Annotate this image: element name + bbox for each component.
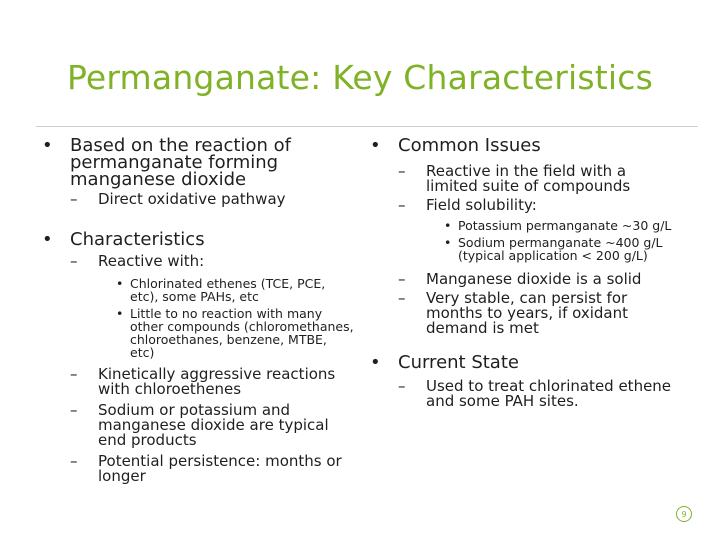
right-column xyxy=(362,137,682,409)
slide-title: Permanganate: Key Characteristics xyxy=(66,58,654,97)
bullet-characteristics: • Characteristics xyxy=(34,231,354,248)
sub-bullet-persistence: – Potential persistence: months or longer xyxy=(62,454,354,484)
sub-bullet-field-reactivity: – Reactive in the field with a limited suite of compounds xyxy=(390,164,682,194)
sub-bullet-end-products: – Sodium or potassium and manganese dioxide are typical end products xyxy=(62,403,354,448)
sub-bullet-reactive-with: – Reactive with: xyxy=(62,254,354,269)
item-little-reaction: • Little to no reaction with many other compounds (chloromethanes, chloroethanes, benzene, MTBE, etc) xyxy=(116,307,354,359)
item-sodium-permanganate: • Sodium permanganate ~400 g/L (typical application < 200 g/L) xyxy=(444,236,682,262)
left-column xyxy=(34,137,354,484)
sub-bullet-current-use: – Used to treat chlorinated ethene and some PAH sites. xyxy=(390,379,682,409)
item-chlorinated-ethenes: • Chlorinated ethenes (TCE, PCE, etc), some PAHs, etc xyxy=(116,277,354,303)
item-potassium-permanganate: • Potassium permanganate ~30 g/L xyxy=(444,219,682,232)
sub-bullet-field-solubility: – Field solubility: xyxy=(390,198,682,213)
sub-bullet-stability: – Very stable, can persist for months to years, if oxidant demand is met xyxy=(390,291,682,336)
sub-bullet-kinetics: – Kinetically aggressive reactions with chloroethenes xyxy=(62,367,354,397)
bullet-common-issues: • Common Issues xyxy=(362,137,682,154)
page-number-badge: 9 xyxy=(676,506,692,522)
bullet-current-state: • Current State xyxy=(362,354,682,371)
sub-bullet-direct-pathway: – Direct oxidative pathway xyxy=(62,192,354,207)
sub-bullet-manganese-dioxide: – Manganese dioxide is a solid xyxy=(390,272,682,287)
bullet-reaction-basis: • Based on the reaction of permanganate forming manganese dioxide xyxy=(34,137,354,188)
title-divider xyxy=(36,126,698,127)
